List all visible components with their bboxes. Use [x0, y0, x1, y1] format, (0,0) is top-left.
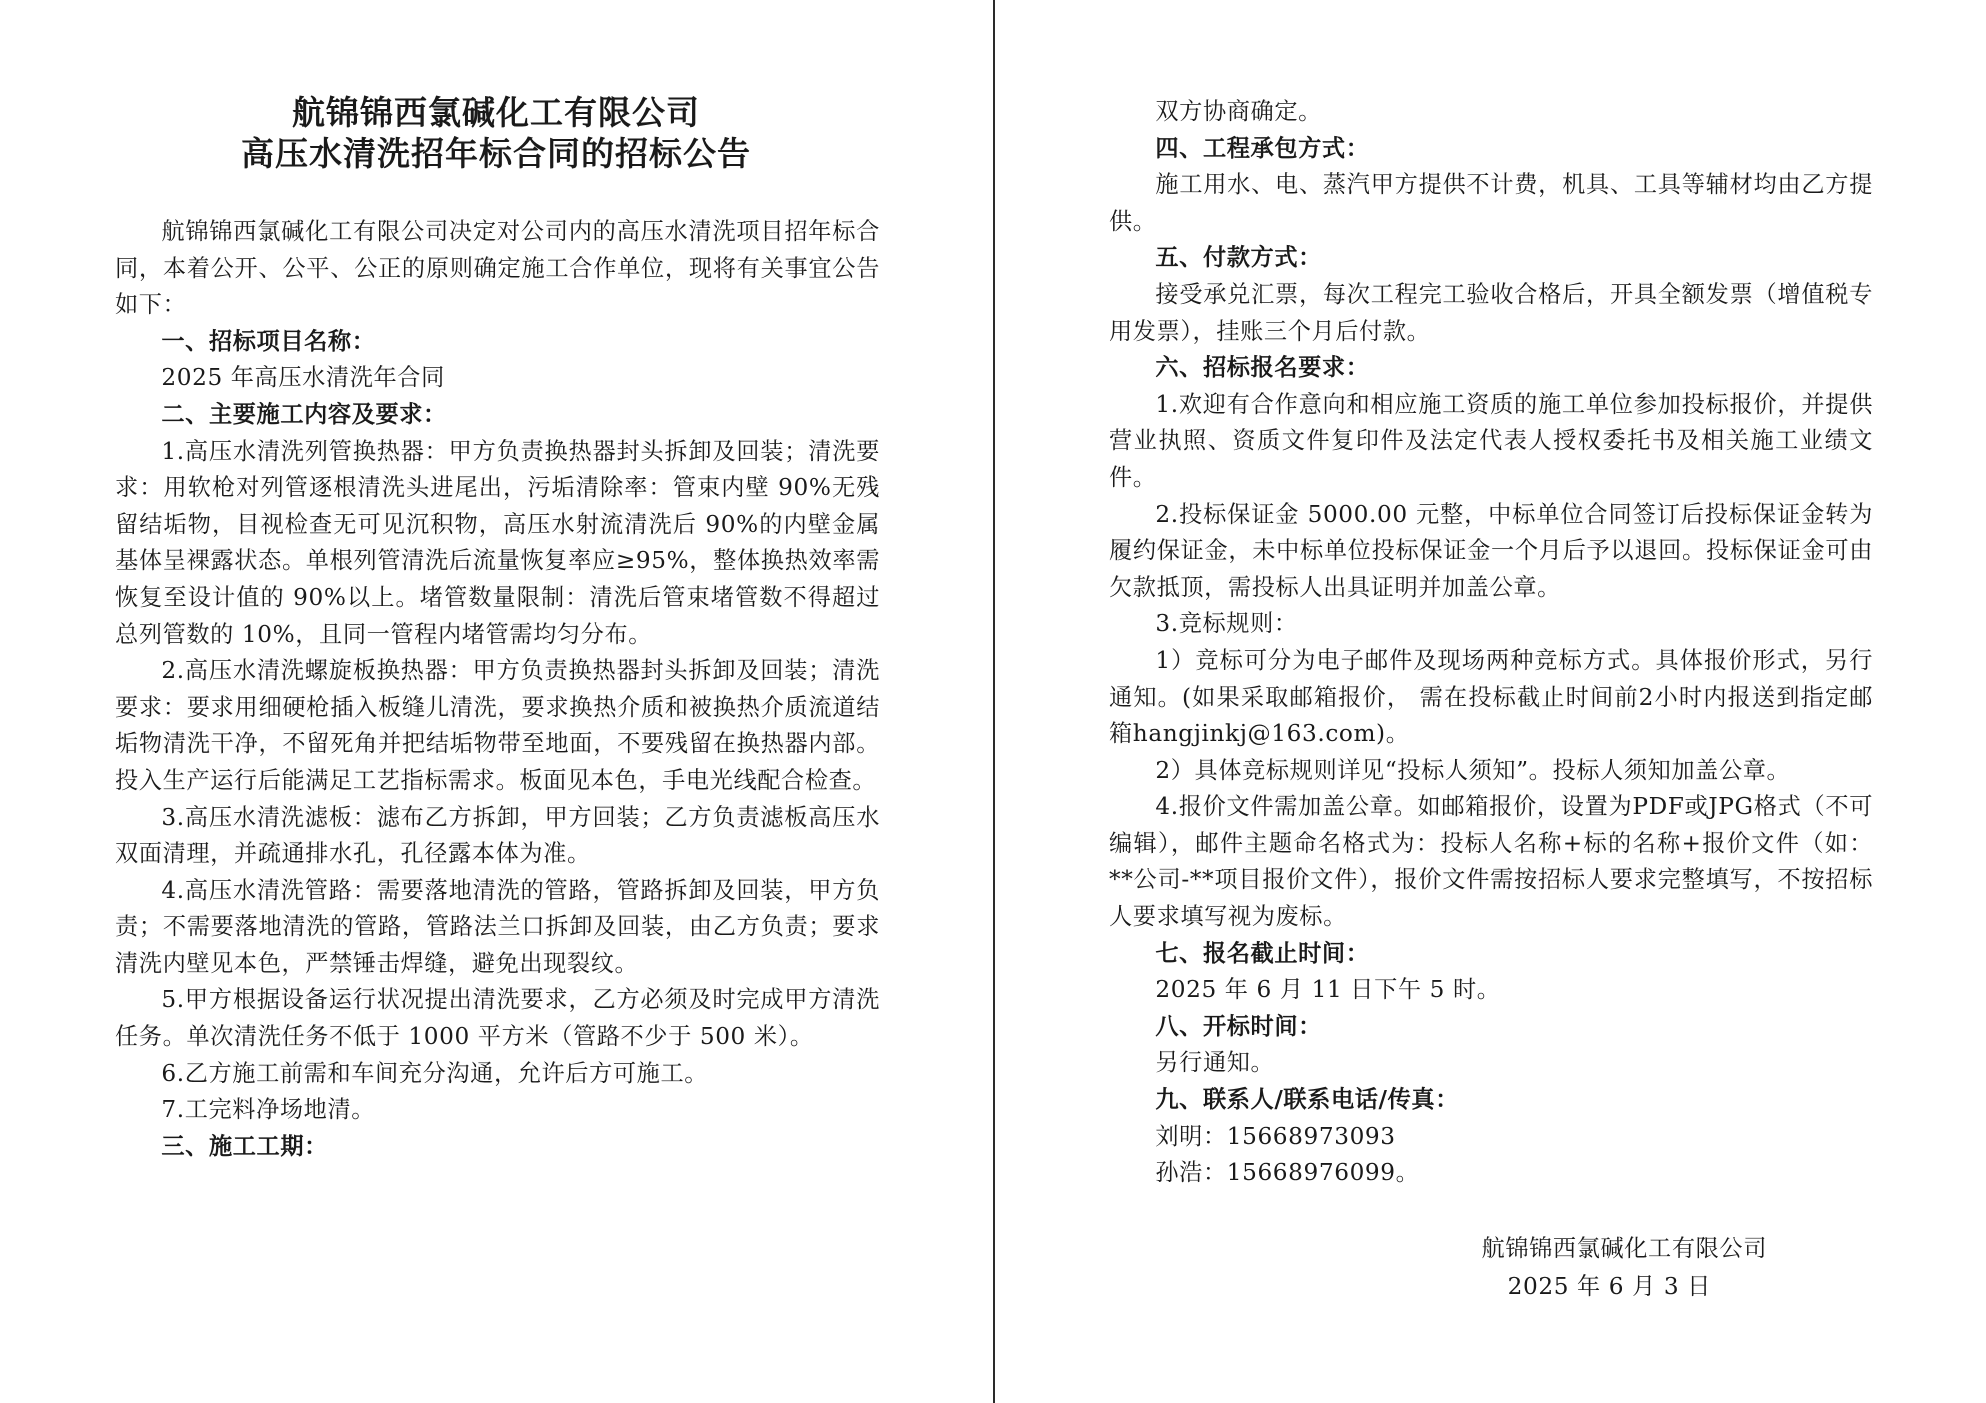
section-6-item-1: 1.欢迎有合作意向和相应施工资质的施工单位参加投标报价，并提供营业执照、资质文件复印件及法定代表人授权委托书及相关施工业绩文件。 [1109, 390, 1873, 491]
section-2-item-1: 1.高压水清洗列管换热器：甲方负责换热器封头拆卸及回装；清洗要求：用软枪对列管逐根清洗头进尾出，污垢清除率：管束内壁 90%无残留结垢物，目视检查无可见沉积物，高压水射流清洗后 90%的内壁金属基体呈裸露状态。单根列管清洗后流量恢复率应≥95%，整体换热效率需恢复至设计值的 90%以上。堵管数量限制：清洗后管束堵管数不得超过总列管数的 10%，且同一管程内堵管需均匀分布。 [115, 437, 880, 648]
section-5-heading: 五、付款方式： [1155, 244, 1322, 272]
section-6-item-3: 3.竞标规则： [1155, 610, 1298, 638]
contact-sun-hao: 孙浩：15668976099。 [1155, 1159, 1420, 1187]
section-2-item-3: 3.高压水清洗滤板：滤布乙方拆卸，甲方回装；乙方负责滤板高压水双面清理，并疏通排水孔，孔径露本体为准。 [115, 803, 880, 868]
section-3-text: 双方协商确定。 [1155, 98, 1322, 125]
section-7-text: 2025 年 6 月 11 日下午 5 时。 [1155, 976, 1501, 1004]
section-6-heading: 六、招标报名要求： [1155, 354, 1370, 382]
section-2-heading: 二、主要施工内容及要求： [161, 400, 447, 428]
section-6-item-3-2: 2）具体竞标规则详见“投标人须知”。投标人须知加盖公章。 [1155, 756, 1791, 784]
signature-block [1109, 1230, 1873, 1306]
section-2-item-7: 7.工完料净场地清。 [161, 1096, 376, 1124]
section-8-heading: 八、开标时间： [1155, 1012, 1322, 1040]
section-2-item-2: 2.高压水清洗螺旋板换热器：甲方负责换热器封头拆卸及回装；清洗要求：要求用细硬枪插入板缝儿清洗，要求换热介质和被换热介质流道结垢物清洗干净，不留死角并把结垢物带至地面，不要残留在换热器内部。投入生产运行后能满足工艺指标需求。板面见本色，手电光线配合检查。 [115, 657, 880, 794]
section-3-heading: 三、施工工期： [161, 1132, 328, 1160]
title-subject: 高压水清洗招年标合同的招标公告 [241, 134, 751, 173]
page-divider [993, 0, 995, 1403]
section-6-item-3-1: 1）竞标可分为电子邮件及现场两种竞标方式。具体报价形式，另行通知。(如果采取邮箱报价， 需在投标截止时间前2小时内报送到指定邮箱hangjinkj@163.com)。 [1109, 646, 1873, 748]
signature-date: 2025 年 6 月 3 日 [1507, 1273, 1711, 1300]
title-company: 航锦锦西氯碱化工有限公司 [292, 93, 700, 132]
document-title [0, 92, 992, 174]
section-9-heading: 九、联系人/联系电话/传真： [1155, 1086, 1459, 1114]
section-4-text: 施工用水、电、蒸汽甲方提供不计费，机具、工具等辅材均由乙方提供。 [1109, 171, 1873, 235]
section-2-item-4: 4.高压水清洗管路：需要落地清洗的管路，管路拆卸及回装，甲方负责；不需要落地清洗的管路，管路法兰口拆卸及回装，由乙方负责；要求清洗内壁见本色，严禁锤击焊缝，避免出现裂纹。 [115, 876, 880, 977]
section-6-item-4: 4.报价文件需加盖公章。如邮箱报价，设置为PDF或JPG格式（不可编辑），邮件主题命名格式为：投标人名称+标的名称+报价文件（如：**公司-**项目报价文件），报价文件需按招标人要求完整填写，不按招标人要求填写视为废标。 [1109, 793, 1873, 931]
right-page [996, 0, 1986, 1403]
section-4-heading: 四、工程承包方式： [1155, 134, 1370, 162]
section-1-heading: 一、招标项目名称： [161, 327, 376, 355]
intro-paragraph: 航锦锦西氯碱化工有限公司决定对公司内的高压水清洗项目招年标合同，本着公开、公平、公正的原则确定施工合作单位，现将有关事宜公告如下： [115, 218, 880, 319]
section-7-heading: 七、报名截止时间： [1155, 939, 1370, 967]
section-1-text: 2025 年高压水清洗年合同 [161, 364, 445, 392]
signature-company: 航锦锦西氯碱化工有限公司 [1481, 1235, 1767, 1262]
section-2-item-6: 6.乙方施工前需和车间充分沟通，允许后方可施工。 [161, 1059, 709, 1087]
contact-liu-ming: 刘明：15668973093 [1155, 1122, 1396, 1150]
section-6-item-2: 2.投标保证金 5000.00 元整，中标单位合同签订后投标保证金转为履约保证金，未中标单位投标保证金一个月后予以退回。投标保证金可由欠款抵顶，需投标人出具证明并加盖公章。 [1109, 500, 1873, 601]
section-8-text: 另行通知。 [1155, 1049, 1275, 1077]
section-5-text: 接受承兑汇票，每次工程完工验收合格后，开具全额发票（增值税专用发票），挂账三个月后付款。 [1109, 280, 1873, 345]
section-2-item-5: 5.甲方根据设备运行状况提出清洗要求，乙方必须及时完成甲方清洗任务。单次清洗任务不低于 1000 平方米（管路不少于 500 米）。 [115, 986, 880, 1051]
left-page [0, 0, 992, 1403]
right-body [1109, 94, 1873, 1192]
left-body [115, 214, 880, 1165]
